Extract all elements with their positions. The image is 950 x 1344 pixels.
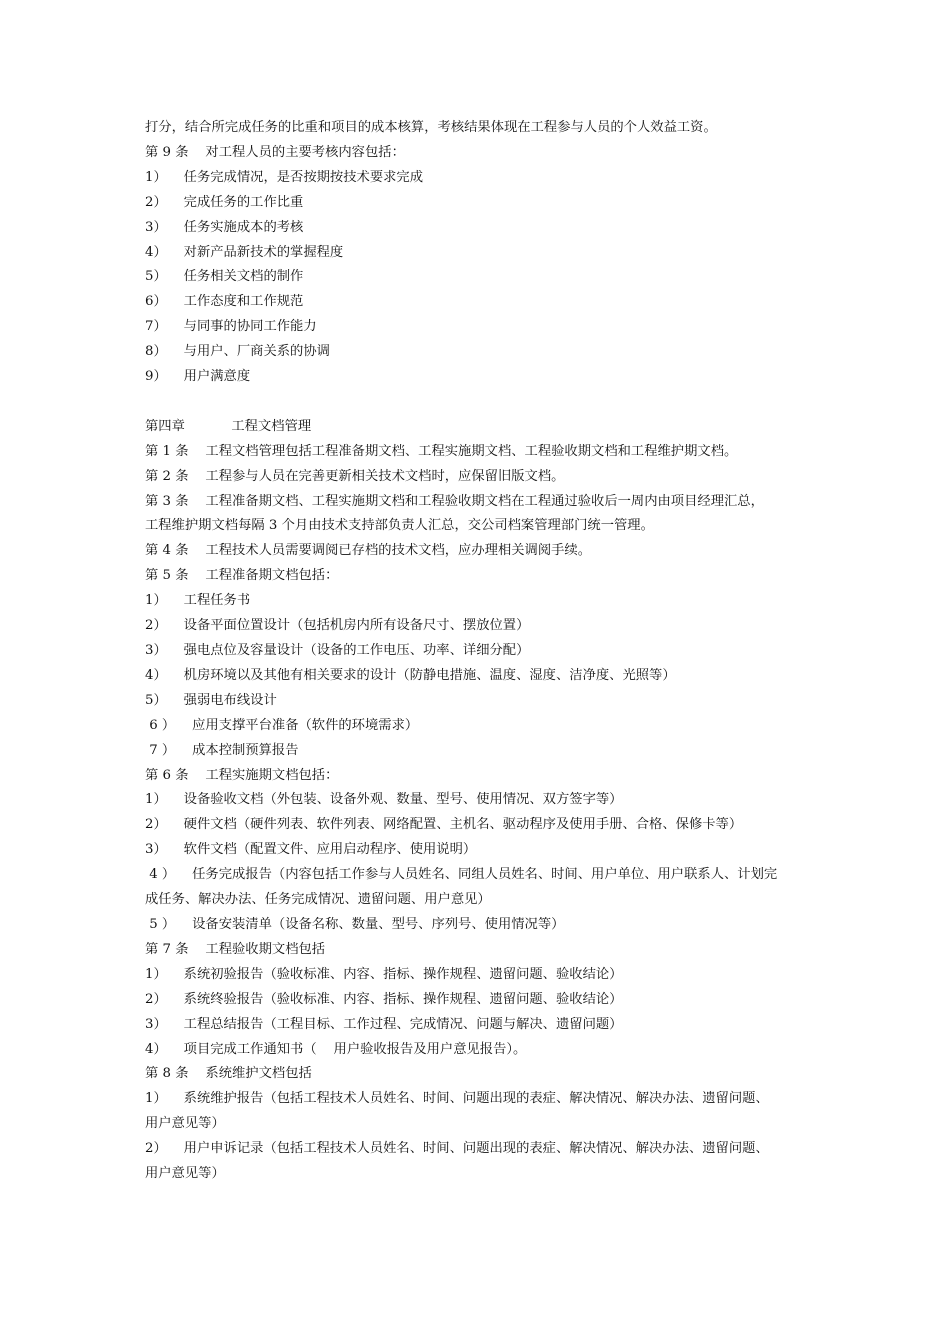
list-item-continuation: 用户意见等）	[145, 1116, 225, 1132]
article-line: 第 4 条 工程技术人员需要调阅已存档的技术文档，应办理相关调阅手续。	[145, 543, 592, 559]
list-item: 1） 设备验收文档（外包装、设备外观、数量、型号、使用情况、双方签字等）	[145, 792, 623, 808]
list-item: 2） 用户申诉记录（包括工程技术人员姓名、时间、问题出现的表症、解决情况、解决办法、遗留问题、	[145, 1141, 769, 1157]
list-item: 4 ） 任务完成报告（内容包括工作参与人员姓名、同组人员姓名、时间、用户单位、用户联系人、计划完	[145, 867, 778, 883]
list-item: 1） 系统维护报告（包括工程技术人员姓名、时间、问题出现的表症、解决情况、解决办法、遗留问题、	[145, 1091, 769, 1107]
article-line: 第 7 条 工程验收期文档包括	[145, 941, 326, 957]
list-item: 5） 强弱电布线设计	[145, 692, 277, 708]
article-line: 工程维护期文档每隔 3 个月由技术支持部负责人汇总，交公司档案管理部门统一管理。	[145, 518, 654, 534]
chapter-heading: 第四章 工程文档管理	[145, 418, 312, 434]
list-item: 1） 任务完成情况，是否按期按技术要求完成	[145, 169, 424, 185]
list-item: 1） 工程任务书	[145, 593, 251, 609]
list-item-continuation: 成任务、解决办法、任务完成情况、遗留问题、用户意见）	[145, 892, 491, 908]
list-item: 3） 强电点位及容量设计（设备的工作电压、功率、详细分配）	[145, 643, 530, 659]
list-item: 4） 机房环境以及其他有相关要求的设计（防静电措施、温度、湿度、洁净度、光照等）	[145, 667, 676, 683]
article-line: 第 8 条 系统维护文档包括	[145, 1066, 312, 1082]
list-item: 3） 软件文档（配置文件、应用启动程序、使用说明）	[145, 842, 477, 858]
article-line: 第 1 条 工程文档管理包括工程准备期文档、工程实施期文档、工程验收期文档和工程维护期文档。	[145, 443, 738, 459]
list-item: 2） 系统终验报告（验收标准、内容、指标、操作规程、遗留问题、验收结论）	[145, 991, 623, 1007]
list-item: 5 ） 设备安装清单（设备名称、数量、型号、序列号、使用情况等）	[145, 916, 565, 932]
list-item: 2） 设备平面位置设计（包括机房内所有设备尺寸、摆放位置）	[145, 618, 530, 634]
article-line: 第 5 条 工程准备期文档包括：	[145, 568, 339, 584]
article-line: 第 3 条 工程准备期文档、工程实施期文档和工程验收期文档在工程通过验收后一周内由项目经理汇总，	[145, 493, 764, 509]
blank-line	[145, 390, 815, 415]
list-item: 6） 工作态度和工作规范	[145, 294, 304, 310]
list-item: 4） 对新产品新技术的掌握程度	[145, 244, 344, 260]
list-item: 2） 完成任务的工作比重	[145, 194, 304, 210]
list-item: 4） 项目完成工作通知书（ 用户验收报告及用户意见报告）。	[145, 1041, 527, 1057]
article-line: 第 6 条 工程实施期文档包括：	[145, 767, 339, 783]
paragraph-line: 打分，结合所完成任务的比重和项目的成本核算，考核结果体现在工程参与人员的个人效益工资。	[145, 120, 717, 135]
list-item-continuation: 用户意见等）	[145, 1166, 225, 1182]
article-9-heading: 第 9 条 对工程人员的主要考核内容包括：	[145, 144, 405, 160]
list-item: 3） 工程总结报告（工程目标、工作过程、完成情况、问题与解决、遗留问题）	[145, 1016, 623, 1032]
list-item: 1） 系统初验报告（验收标准、内容、指标、操作规程、遗留问题、验收结论）	[145, 966, 623, 982]
document-body	[145, 116, 815, 1187]
list-item: 6 ） 应用支撑平台准备（软件的环境需求）	[145, 717, 419, 733]
article-line: 第 2 条 工程参与人员在完善更新相关技术文档时，应保留旧版文档。	[145, 468, 565, 484]
list-item: 7 ） 成本控制预算报告	[145, 742, 299, 758]
list-item: 3） 任务实施成本的考核	[145, 219, 304, 235]
list-item: 9） 用户满意度	[145, 369, 251, 385]
list-item: 8） 与用户、厂商关系的协调	[145, 344, 330, 360]
list-item: 2） 硬件文档（硬件列表、软件列表、网络配置、主机名、驱动程序及使用手册、合格、保修卡等）	[145, 817, 743, 833]
list-item: 7） 与同事的协同工作能力	[145, 319, 317, 335]
list-item: 5） 任务相关文档的制作	[145, 269, 304, 285]
